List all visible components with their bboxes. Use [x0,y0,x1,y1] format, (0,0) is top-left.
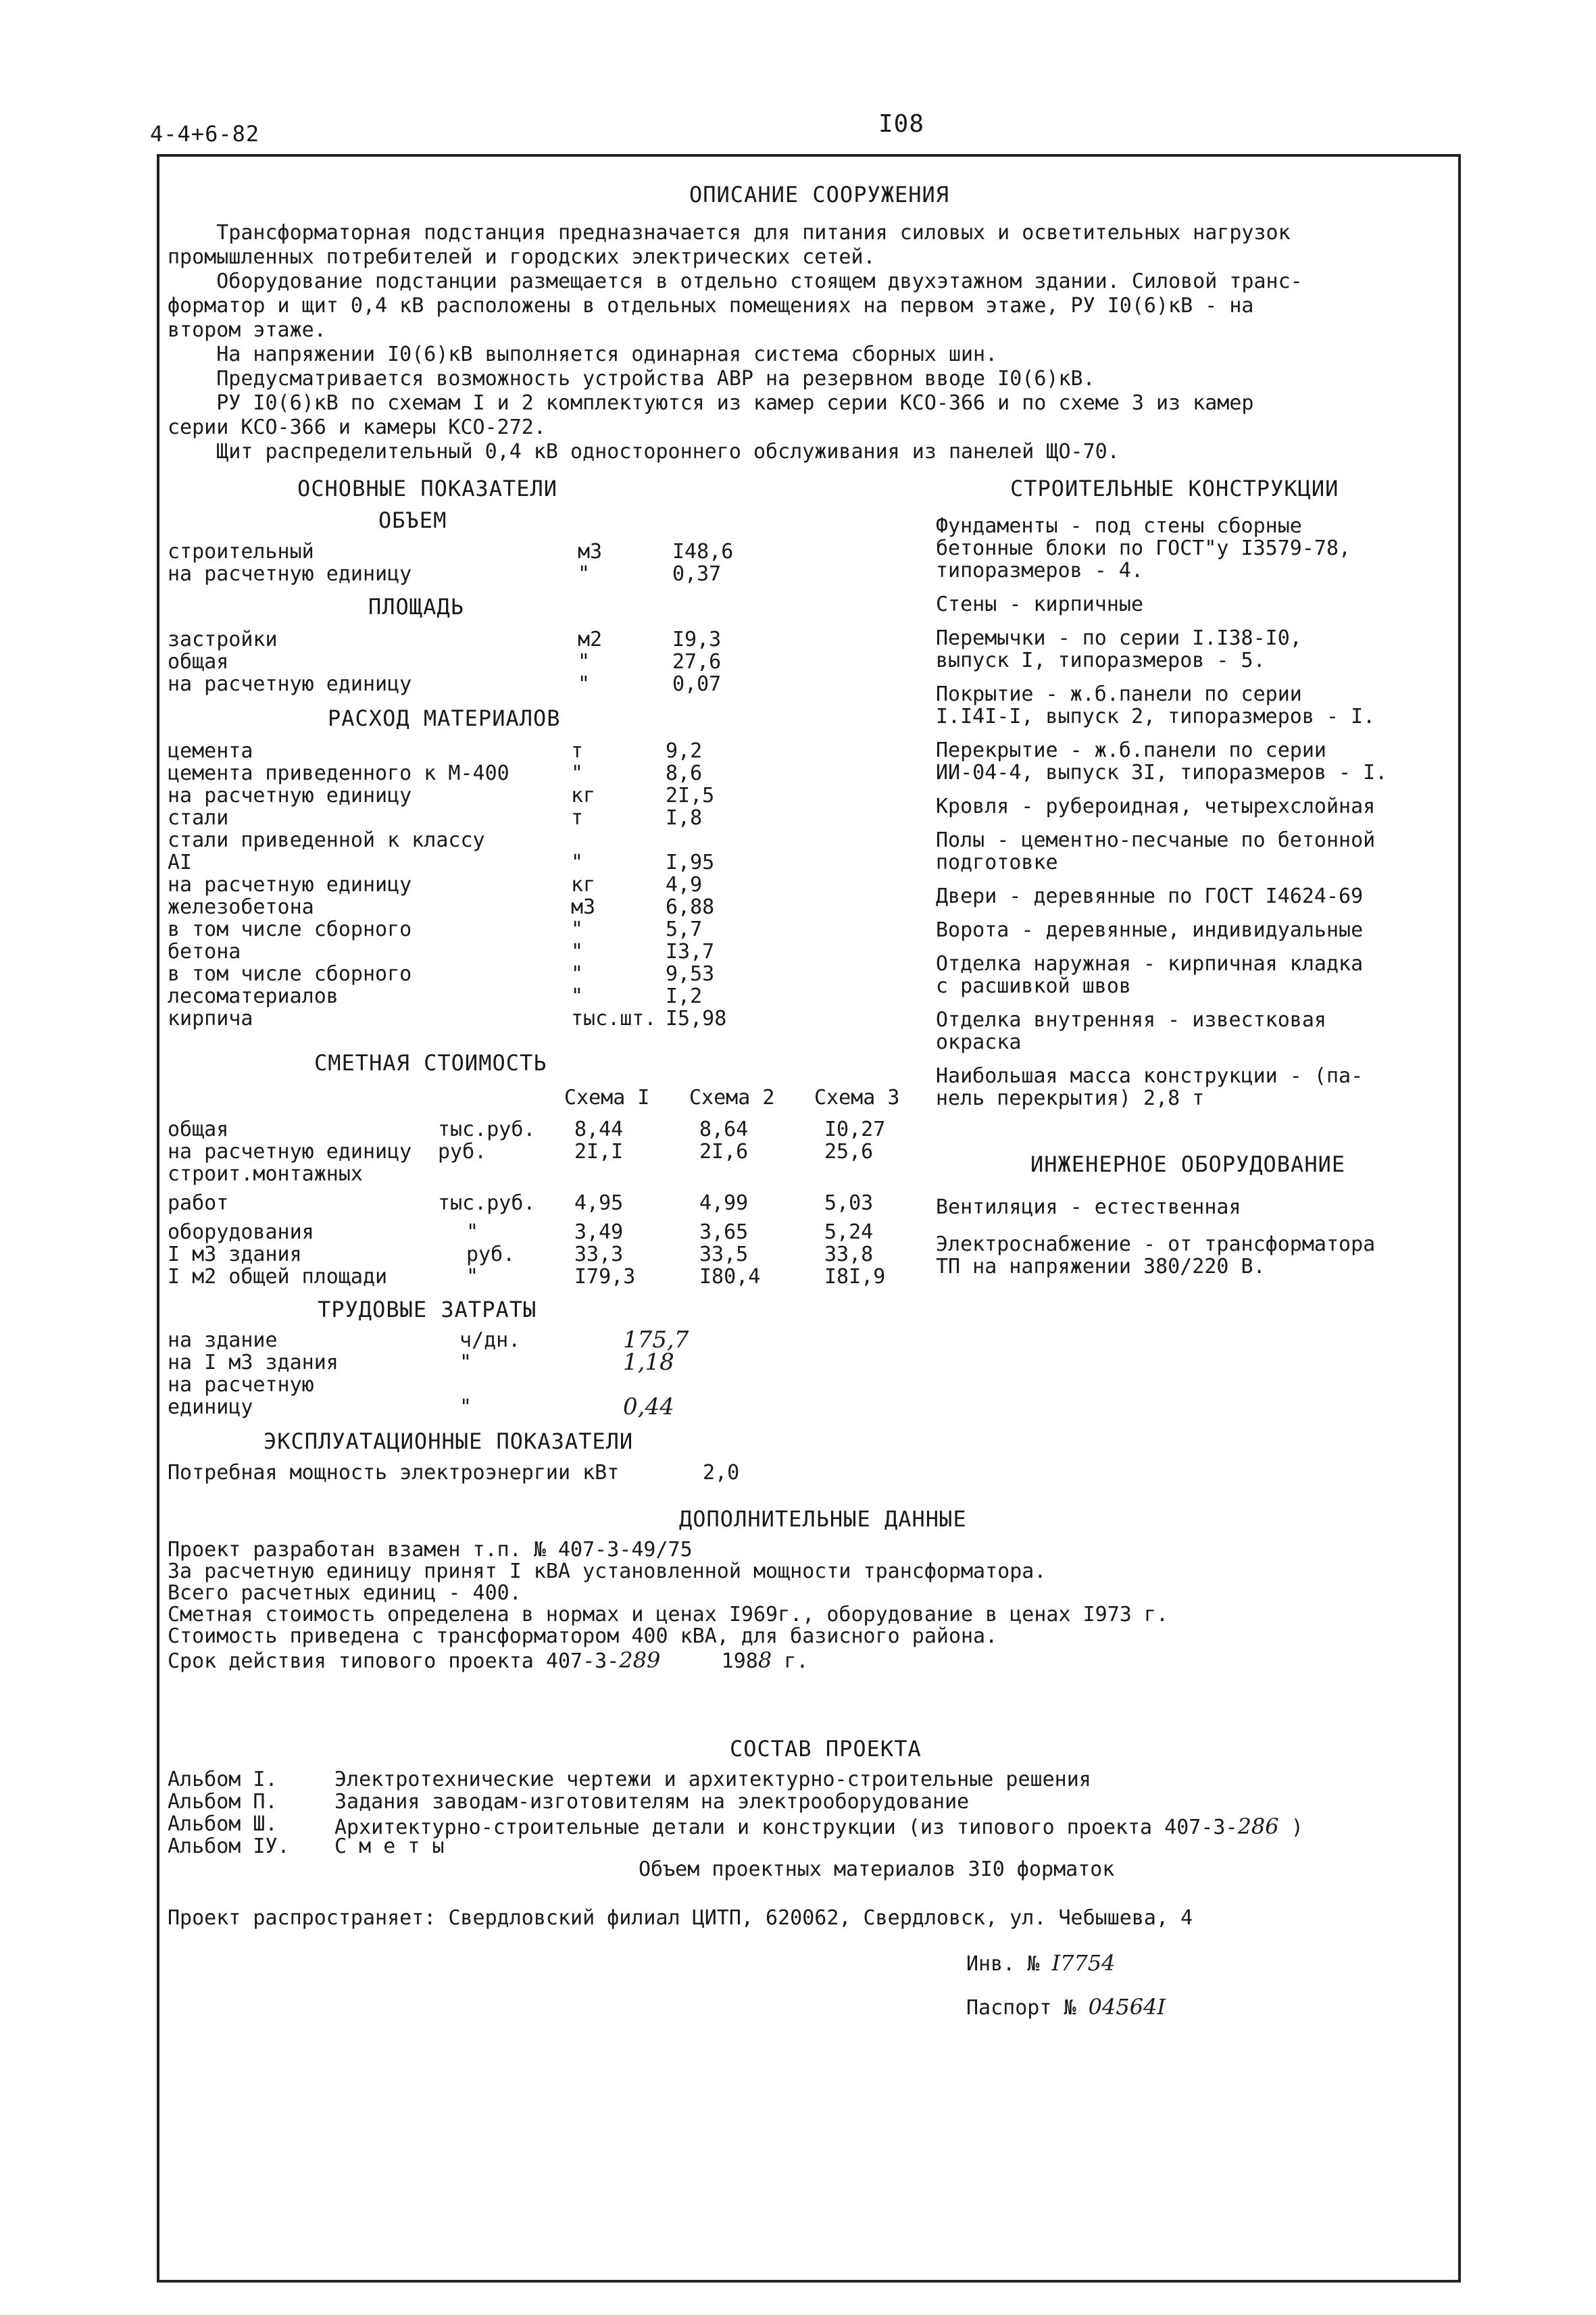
construction-line: нель перекрытия) 2,8 т [936,1087,1205,1110]
row-label: на I м3 здания [168,1351,339,1374]
row-label: застройки [168,628,278,651]
construction-line: Перекрытие - ж.б.панели по серии [936,739,1326,762]
cost-value: 5,24 [824,1220,874,1244]
volume-line: Объем проектных материалов 3I0 форматок [639,1858,1115,1881]
cost-label: работ [168,1191,229,1215]
row-value: I3,7 [666,940,715,964]
cost-label: общая [168,1118,229,1141]
page-frame [157,154,1461,2283]
row-value: 0,44 [623,1393,674,1420]
row-label: строительный [168,540,314,564]
description-line: втором этаже. [168,318,326,342]
row-value: 9,53 [666,962,715,986]
cost-unit: руб. [438,1140,487,1164]
row-unit: " [578,562,591,586]
row-unit: " [571,918,584,941]
cost-value: 4,95 [574,1191,624,1215]
row-value: 5,7 [666,918,703,941]
row-label: единицу [168,1395,253,1419]
cost-value: 8,64 [699,1118,749,1141]
volume-title: ОБЪЕМ [378,507,447,533]
construction-line: с расшивкой швов [936,974,1131,998]
row-unit: т [571,806,584,830]
description-line: Трансформаторная подстанция предназначается для питания силовых и осветительных нагрузок [168,221,1291,245]
power-label: Потребная мощность электроэнергии кВт [168,1461,620,1485]
row-unit: т [571,739,584,763]
row-unit: " [459,1395,472,1419]
album-3-close: ) [1278,1816,1303,1839]
row-unit: тыс.шт. [571,1007,657,1030]
scheme-1-header: Схема I [564,1086,650,1110]
row-unit: ч/дн. [459,1328,521,1352]
row-value: 0,07 [672,672,722,696]
cost-value: I8I,9 [824,1265,886,1289]
description-line: Оборудование подстанции размещается в отдельно стоящем двухэтажном здании. Силовой транс- [168,270,1303,293]
construction-line: окраска [936,1030,1022,1054]
scheme-3-header: Схема 3 [814,1086,900,1110]
cost-value: 4,99 [699,1191,749,1215]
cost-value: 33,8 [824,1243,874,1266]
cost-unit: " [466,1265,479,1289]
passport-number: Паспорт № 04564I [966,1994,1166,2020]
cost-label: строит.монтажных [168,1162,363,1186]
construction-line: Стены - кирпичные [936,593,1144,616]
row-value: 1,18 [623,1349,674,1376]
labor-title: ТРУДОВЫЕ ЗАТРАТЫ [318,1297,537,1322]
composition-title: СОСТАВ ПРОЕКТА [730,1736,922,1762]
cost-value: 25,6 [824,1140,874,1164]
area-title: ПЛОЩАДЬ [368,594,464,620]
cost-label: I м2 общей площади [168,1265,388,1289]
row-label: цемента приведенного к М-400 [168,762,509,785]
additional-title: ДОПОЛНИТЕЛЬНЫЕ ДАННЫЕ [679,1506,967,1532]
row-unit: " [571,851,584,874]
construction-line: Перемычки - по серии I.I38-I0, [936,626,1302,650]
row-label: AI [168,851,193,874]
constructions-title: СТРОИТЕЛЬНЫЕ КОНСТРУКЦИИ [1010,476,1339,501]
row-unit: м3 [571,895,596,919]
album-text: Электротехнические чертежи и архитектурно-строительные решения [334,1768,1091,1791]
album-name: Альбом IУ. [168,1835,290,1858]
additional-line: Стоимость приведена с трансформатором 400 кВА, для базисного района. [168,1624,998,1648]
row-unit: " [571,762,584,785]
cost-value: 8,44 [574,1118,624,1141]
album-3-project-number: 286 [1237,1814,1279,1839]
row-label: стали приведенной к классу [168,828,485,852]
additional-line: Проект разработан взамен т.п. № 407-3-49/75 [168,1538,693,1562]
row-value: 8,6 [666,762,703,785]
power-value: 2,0 [703,1461,740,1485]
construction-line: Фундаменты - под стены сборные [936,514,1302,538]
row-value: 4,9 [666,873,703,897]
row-label: на расчетную [168,1373,314,1397]
construction-line: Электроснабжение - от трансформатора [936,1233,1376,1256]
operation-title: ЭКСПЛУАТАЦИОННЫЕ ПОКАЗАТЕЛИ [264,1428,634,1454]
row-unit: " [459,1351,472,1374]
cost-title: СМЕТНАЯ СТОИМОСТЬ [314,1050,547,1076]
row-value: 9,2 [666,739,703,763]
description-line: форматор и щит 0,4 кВ расположены в отдельных помещениях на первом этаже, РУ I0(6)кВ - на [168,294,1254,318]
construction-line: Ворота - деревянные, индивидуальные [936,918,1364,942]
row-value: I,95 [666,851,715,874]
cost-value: 3,49 [574,1220,624,1244]
description-line: серии КСО-366 и камеры КСО-272. [168,416,546,439]
construction-line: Полы - цементно-песчаные по бетонной [936,828,1376,852]
page-number: I08 [878,110,925,138]
cost-unit: " [466,1220,479,1244]
term-line: Срок действия типового проекта 407-3-289 1988 г. [168,1647,809,1673]
cost-label: I м3 здания [168,1243,302,1266]
row-label: железобетона [168,895,314,919]
additional-line: Всего расчетных единиц - 400. [168,1581,522,1605]
row-unit: " [571,985,584,1008]
cost-label: на расчетную единицу [168,1140,412,1164]
document-code: 4-4+6-82 [150,121,260,147]
row-label: лесоматериалов [168,985,339,1008]
construction-line: подготовке [936,851,1058,874]
construction-line: Вентиляция - естественная [936,1195,1241,1219]
cost-value: 5,03 [824,1191,874,1215]
row-label: на расчетную единицу [168,873,412,897]
cost-value: I79,3 [574,1265,636,1289]
row-unit: " [578,672,591,696]
cost-unit: тыс.руб. [438,1118,536,1141]
row-label: бетона [168,940,241,964]
row-value: I,2 [666,985,703,1008]
row-value: 27,6 [672,650,722,674]
construction-line: Покрытие - ж.б.панели по серии [936,682,1302,706]
construction-line: бетонные блоки по ГОСТ"у I3579-78, [936,537,1351,560]
construction-line: Отделка наружная - кирпичная кладка [936,952,1364,976]
distributor-line: Проект распространяет: Свердловский филиал ЦИТП, 620062, Свердловск, ул. Чебышева, 4 [168,1906,1193,1930]
construction-line: ИИ-04-4, выпуск 3I, типоразмеров - I. [936,761,1388,785]
description-title: ОПИСАНИЕ СООРУЖЕНИЯ [689,182,950,207]
row-value: 0,37 [672,562,722,586]
construction-line: Отделка внутренняя - известковая [936,1008,1326,1032]
cost-unit: руб. [466,1243,516,1266]
row-label: на расчетную единицу [168,784,412,807]
cost-value: 33,5 [699,1243,749,1266]
row-label: в том числе сборного [168,918,412,941]
cost-unit: тыс.руб. [438,1191,536,1215]
row-unit: кг [571,784,596,807]
materials-title: РАСХОД МАТЕРИАЛОВ [328,705,561,731]
additional-line: За расчетную единицу принят I кВА установленной мощности трансформатора. [168,1560,1047,1583]
row-value: 175,7 [623,1326,689,1353]
row-label: на расчетную единицу [168,672,412,696]
engineering-title: ИНЖЕНЕРНОЕ ОБОРУДОВАНИЕ [1030,1151,1346,1177]
row-unit: " [578,650,591,674]
row-unit: м3 [578,540,603,564]
album-name: Альбом I. [168,1768,278,1791]
cost-value: 2I,6 [699,1140,749,1164]
cost-value: 33,3 [574,1243,624,1266]
inventory-number: Инв. № I7754 [966,1950,1116,1976]
row-unit: " [571,962,584,986]
cost-value: 2I,I [574,1140,624,1164]
description-line: Щит распределительный 0,4 кВ одностороннего обслуживания из панелей ЩО-70. [168,440,1120,464]
construction-line: Кровля - рубероидная, четырехслойная [936,795,1376,818]
row-label: кирпича [168,1007,253,1030]
description-line: Предусматривается возможность устройства АВР на резервном вводе I0(6)кВ. [168,367,1095,391]
main-indicators-title: ОСНОВНЫЕ ПОКАЗАТЕЛИ [297,476,558,501]
cost-value: 3,65 [699,1220,749,1244]
cost-label: оборудования [168,1220,314,1244]
construction-line: I.I4I-I, выпуск 2, типоразмеров - I. [936,705,1376,728]
row-label: стали [168,806,229,830]
row-label: общая [168,650,229,674]
description-line: На напряжении I0(6)кВ выполняется одинарная система сборных шин. [168,343,998,366]
row-unit: м2 [578,628,603,651]
album-name: Альбом П. [168,1790,278,1814]
album-text: Архитектурно-строительные детали и конструкции (из типового проекта 407-3-286 ) [334,1814,1303,1839]
scheme-2-header: Схема 2 [689,1086,775,1110]
construction-line: типоразмеров - 4. [936,559,1144,582]
row-unit: кг [571,873,596,897]
row-value: I9,3 [672,628,722,651]
cost-value: I0,27 [824,1118,886,1141]
album-text: Задания заводам-изготовителям на электрооборудование [334,1790,970,1814]
row-label: на здание [168,1328,278,1352]
additional-line: Сметная стоимость определена в нормах и ценах I969г., оборудование в ценах I973 г. [168,1603,1169,1626]
cost-value: I80,4 [699,1265,761,1289]
construction-line: ТП на напряжении 380/220 В. [936,1255,1266,1278]
row-label: в том числе сборного [168,962,412,986]
album-name: Альбом Ш. [168,1812,278,1836]
row-label: на расчетную единицу [168,562,412,586]
row-value: I5,98 [666,1007,727,1030]
row-unit: " [571,940,584,964]
description-line: промышленных потребителей и городских электрических сетей. [168,245,876,269]
construction-line: Двери - деревянные по ГОСТ I4624-69 [936,885,1364,908]
row-value: 6,88 [666,895,715,919]
row-value: I,8 [666,806,703,830]
construction-line: Наибольшая масса конструкции - (па- [936,1064,1364,1088]
description-line: РУ I0(6)кВ по схемам I и 2 комплектуются из камер серии КСО-366 и по схеме 3 из камер [168,391,1254,415]
construction-line: выпуск I, типоразмеров - 5. [936,649,1266,672]
row-label: цемента [168,739,253,763]
album-text: С м е т ы [334,1835,445,1858]
row-value: 2I,5 [666,784,715,807]
row-value: I48,6 [672,540,734,564]
